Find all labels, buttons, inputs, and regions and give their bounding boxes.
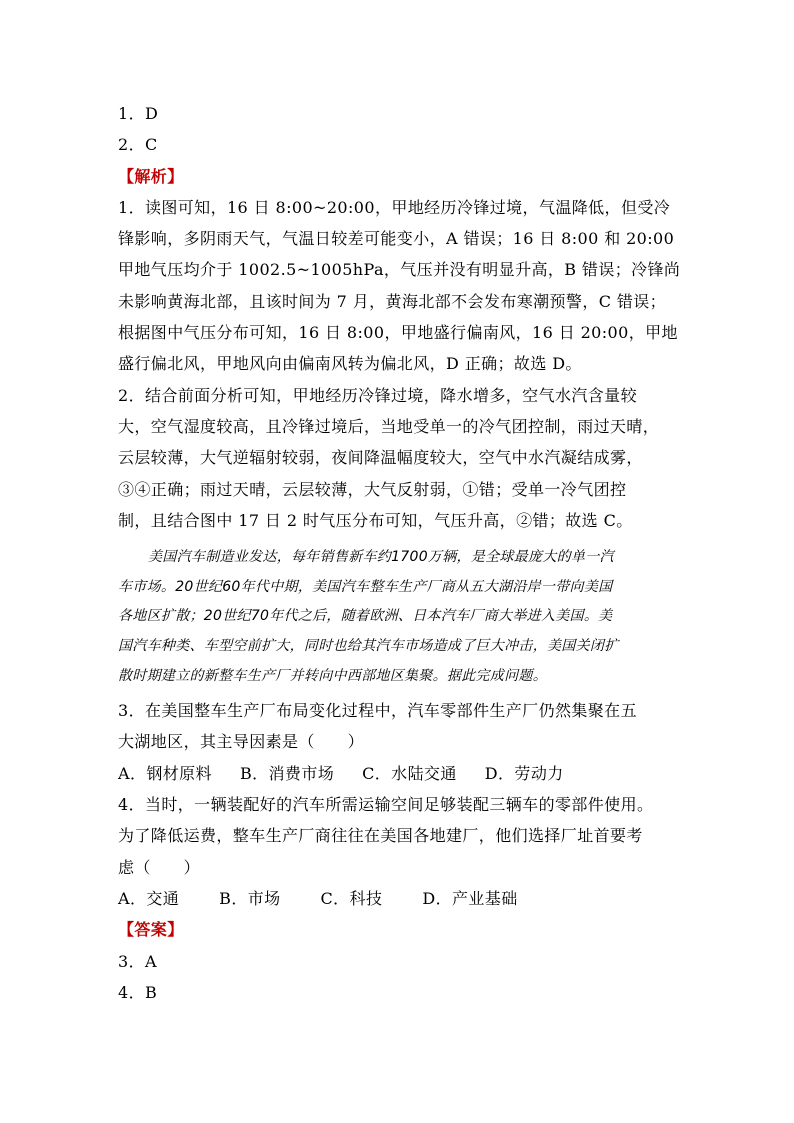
option-a: A．钢材原料 — [118, 763, 212, 783]
answer-heading: 【答案】 — [118, 920, 184, 940]
analysis-line: 云层较薄，大气逆辐射较弱，夜间降温幅度较大，空气中水汽凝结成雾， — [118, 448, 643, 468]
answer-4: 4．B — [118, 982, 158, 1002]
analysis-line: 盛行偏北风，甲地风向由偏南风转为偏北风，D 正确；故选 D。 — [118, 354, 582, 374]
question-3-stem: 3．在美国整车生产厂布局变化过程中，汽车零部件生产厂仍然集聚在五 — [118, 701, 637, 721]
analysis-body — [118, 192, 681, 536]
question-4-stem: 为了降低运费，整车生产厂商往往在美国各地建厂，他们选择厂址首要考 — [118, 826, 643, 846]
option-b: B．消费市场 — [239, 763, 335, 783]
question-3-stem: 大湖地区，其主导因素是（ ） — [118, 732, 365, 752]
answer-1: 1．D — [118, 104, 159, 123]
analysis-line: 1．读图可知，16 日 8:00~20:00，甲地经历冷锋过境，气温降低，但受冷 — [118, 197, 671, 217]
question-4-stem: 4．当时，一辆装配好的汽车所需运输空间足够装配三辆车的零部件使用。 — [118, 795, 654, 815]
analysis-line: 未影响黄海北部，且该时间为 7 月，黄海北部不会发布寒潮预警，C 错误； — [118, 291, 667, 311]
question-3-options — [118, 758, 678, 789]
option-c: C．科技 — [320, 888, 383, 908]
option-a: A．交通 — [118, 888, 180, 908]
reading-passage — [118, 543, 678, 691]
option-c: C．水陆交通 — [362, 763, 457, 783]
question-3 — [118, 695, 678, 789]
analysis-line: 根据图中气压分布可知，16 日 8:00，甲地盛行偏南风，16 日 20:00，甲地 — [118, 323, 678, 343]
analysis-line: 大，空气湿度较高，且冷锋过境后，当地受单一的冷气团控制，雨过天晴， — [118, 416, 660, 436]
answer-2: 2．C — [118, 135, 158, 155]
question-4-stem: 虑（ ） — [118, 857, 201, 877]
answer-3: 3．A — [118, 951, 157, 971]
passage-line: 美国汽车制造业发达，每年销售新车约1700万辆，是全球最庞大的单一汽 — [148, 549, 614, 566]
analysis-line: 制，且结合图中 17 日 2 时气压分布可知，气压升高，②错；故选 C。 — [118, 510, 633, 530]
passage-line: 散时期建立的新整车生产厂并转向中西部地区集聚。据此完成问题。 — [118, 667, 547, 684]
option-d: D．劳动力 — [484, 763, 564, 783]
analysis-line: 甲地气压均介于 1002.5~1005hPa，气压并没有明显升高，B 错误；冷锋尚 — [118, 260, 681, 280]
analysis-heading: 【解析】 — [118, 166, 184, 186]
question-4 — [118, 789, 678, 914]
passage-line: 国汽车种类、车型空前扩大，同时也给其汽车市场造成了巨大冲击，美国关闭扩 — [118, 637, 619, 654]
question-4-options — [118, 883, 678, 914]
passage-line: 各地区扩散；20世纪70年代之后，随着欧洲、日本汽车厂商大举进入美国。美 — [118, 608, 613, 625]
document-page — [118, 98, 681, 1008]
option-d: D．产业基础 — [422, 888, 518, 908]
analysis-line: ③④正确；雨过天晴，云层较薄，大气反射弱，①错；受单一冷气团控 — [118, 479, 627, 499]
analysis-line: 锋影响，多阴雨天气，气温日较差可能变小，A 错误；16 日 8:00 和 20:00 — [118, 229, 675, 249]
analysis-line: 2．结合前面分析可知，甲地经历冷锋过境，降水增多，空气水汽含量较 — [118, 385, 637, 405]
passage-line: 车市场。20世纪60年代中期，美国汽车整车生产厂商从五大湖沿岸一带向美国 — [118, 578, 613, 595]
option-b: B．市场 — [219, 888, 281, 908]
